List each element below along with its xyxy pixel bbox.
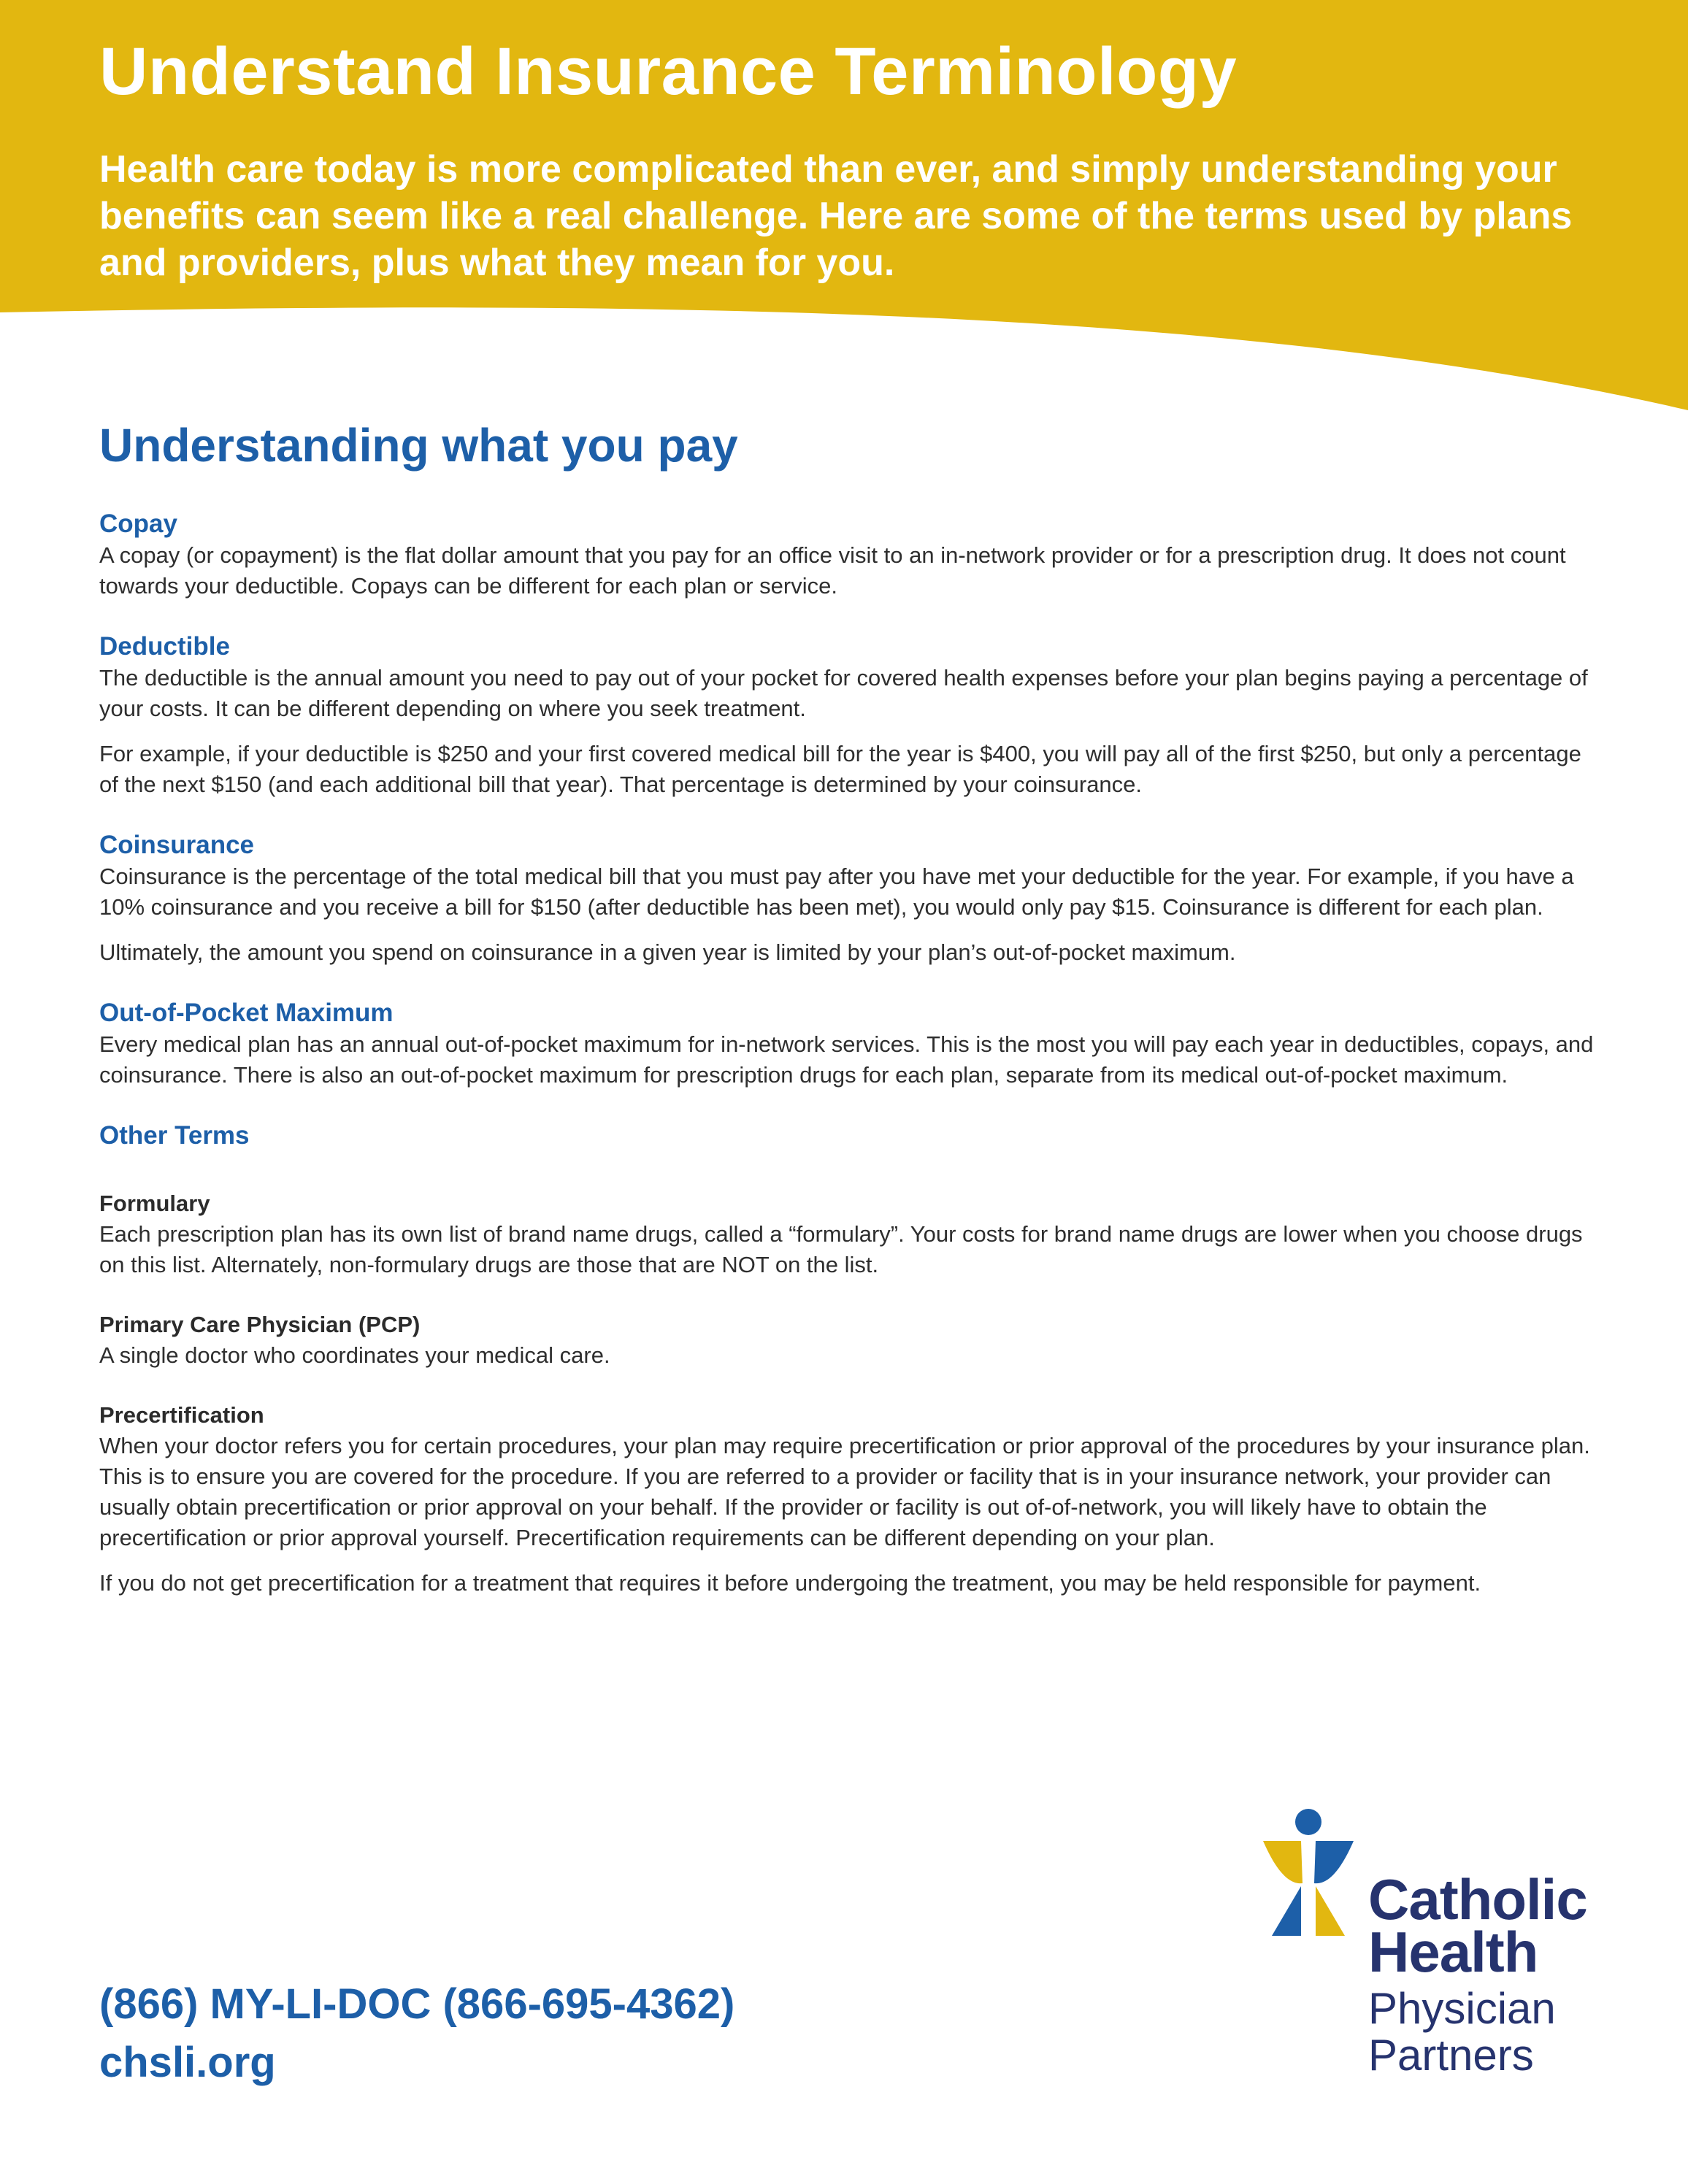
sub-term-heading: Precertification [99,1402,264,1428]
term-heading: Out-of-Pocket Maximum [99,999,394,1027]
intro-text: Health care today is more complicated than ever, and simply understanding your benefits can seem like a real challenge. Here are some of the terms used by plans and providers, plus what they mean for you. [99,148,1573,284]
term-paragraph: A single doctor who coordinates your medical care. [99,1342,610,1368]
term-paragraph: The deductible is the annual amount you need to pay out of your pocket for covered health expenses before your plan begins paying a percentage of your costs. It can be different depending on where you seek treatment. [99,665,1588,721]
logo-text-partners: Partners [1368,2031,1534,2080]
header [99,28,1603,286]
term-paragraph: Coinsurance is the percentage of the total medical bill that you must pay after you have met your deductible for the year. For example, if you have a 10% coinsurance and you receive a bill for $150 (after deductible has been met), you would only pay $15. Coinsurance is different for each plan. [99,864,1574,920]
term-paragraph: For example, if your deductible is $250 and your first covered medical bill for the year is $400, you will pay all of the first $250, but only a percentage of the next $150 (and each additional bill that year). That percentage is determined by your coinsurance. [99,741,1581,797]
other-terms-heading: Other Terms [99,1121,250,1150]
term-out-of-pocket-maximum [99,997,1603,1091]
term-coinsurance [99,829,1603,968]
sub-term-heading: Primary Care Physician (PCP) [99,1312,421,1337]
term-heading: Coinsurance [99,831,254,859]
logo-wordmark [1368,1867,1587,2080]
term-heading: Deductible [99,632,230,661]
term-heading: Copay [99,510,177,538]
term-formulary [99,1188,1603,1280]
term-paragraph: If you do not get precertification for a treatment that requires it before undergoing the treatment, you may be held responsible for payment. [99,1570,1481,1596]
logo-text-physician: Physician [1368,1984,1556,2033]
section-title: Understanding what you pay [99,419,738,472]
sub-term-heading: Formulary [99,1191,210,1216]
term-pcp [99,1310,1603,1371]
footer-contact [99,1975,734,2092]
phone-number[interactable]: (866) MY-LI-DOC (866-695-4362) [99,1980,735,2028]
main-content [99,409,1603,1628]
catholic-health-logo [1256,1803,1606,2095]
term-paragraph: When your doctor refers you for certain procedures, your plan may require precertification or prior approval of the procedures by your insurance plan. This is to ensure you are covered for the procedure. If you are referred to a provider or facility that is in your insurance network, your provider can usually obtain precertification or prior approval on your behalf. If the provider or facility is out of-of-network, you will likely have to obtain the precertification or prior approval yourself. Precertification requirements can be different depending on your plan. [99,1433,1590,1550]
logo-text-catholic: Catholic [1368,1867,1587,1931]
catholic-health-figure-icon [1256,1803,1365,1942]
term-paragraph: Every medical plan has an annual out-of-pocket maximum for in-network services. This is the most you will pay each year in deductibles, copays, and coinsurance. There is also an out-of-pocket maximum for prescription drugs for each plan, separate from its medical out-of-pocket maximum. [99,1031,1594,1088]
term-deductible [99,631,1603,800]
term-copay [99,508,1603,601]
term-precertification [99,1400,1603,1599]
term-paragraph: A copay (or copayment) is the flat dollar amount that you pay for an office visit to an in-network provider or for a prescription drug. It does not count towards your deductible. Copays can be different for each plan or service. [99,542,1566,599]
term-paragraph: Each prescription plan has its own list of brand name drugs, called a “formulary”. Your costs for brand name drugs are lower when you choose drugs on this list. Alternately, non-formulary drugs are those that are NOT on the list. [99,1221,1583,1277]
term-paragraph: Ultimately, the amount you spend on coinsurance in a given year is limited by your plan’s out-of-pocket maximum. [99,939,1236,965]
logo-text-health: Health [1368,1920,1538,1984]
page-title: Understand Insurance Terminology [99,34,1238,109]
website-link[interactable]: chsli.org [99,2039,276,2086]
